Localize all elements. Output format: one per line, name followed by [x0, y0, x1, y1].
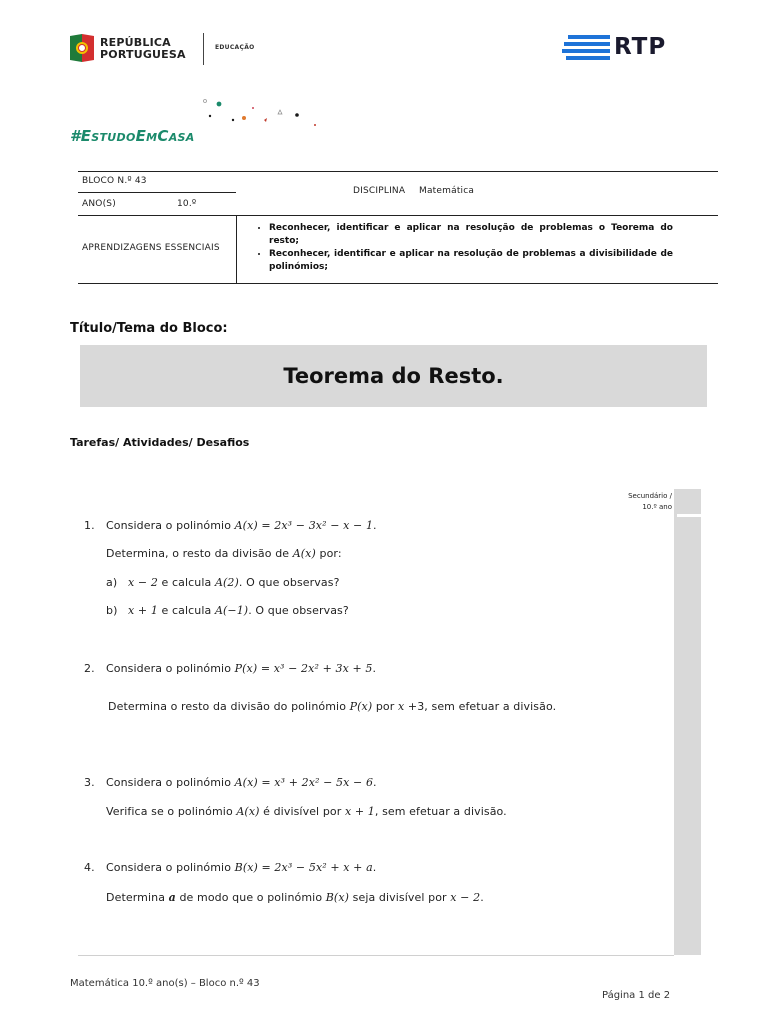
divisor: x − 2 [128, 576, 158, 589]
exercise-1a-label: a) [106, 576, 118, 589]
side-label-line1: Secundário / [628, 492, 672, 500]
exercise-text: Determina, o resto da divisão de [106, 547, 293, 560]
polynomial: A(x) = 2x³ − 3x² − x − 1 [234, 519, 374, 532]
exercise-text: , sem efetuar a divisão. [374, 805, 507, 818]
footer-page-number: Página 1 de 2 [602, 990, 671, 1001]
titulo-label: Título/Tema do Bloco: [70, 321, 228, 336]
exercise-text: Determina [106, 891, 169, 904]
anos-label: ANO(S) [82, 199, 116, 209]
exercise-3-statement [106, 776, 377, 789]
disciplina-value: Matemática [419, 186, 475, 196]
divisor: x − 2 [450, 891, 481, 904]
evaluation: A(2) [214, 576, 239, 589]
exercise-1b-text [128, 604, 349, 617]
exercise-2-statement [106, 662, 376, 675]
disciplina-label: DISCIPLINA [353, 186, 406, 196]
exercise-text: por: [315, 547, 342, 560]
table-top-border [78, 171, 718, 172]
title-box [80, 345, 707, 407]
exercise-1-number: 1. [84, 519, 95, 532]
exercise-4-number: 4. [84, 861, 95, 874]
parameter: a [168, 891, 176, 904]
anos-value: 10.º [177, 199, 197, 209]
republica-portuguesa-text [100, 37, 186, 61]
estudo-em-casa-hashtag: #EstudoEmCasa [70, 127, 195, 145]
exercise-1-statement [106, 519, 377, 532]
exercise-text: +3, sem efetuar a divisão. [404, 700, 557, 713]
exercise-text: Considera o polinómio [106, 776, 235, 789]
decorative-confetti [198, 96, 323, 130]
page-title: Teorema do Resto. [283, 364, 504, 388]
exercise-4-instruction [106, 891, 484, 904]
exercise-text: . [372, 861, 377, 874]
exercise-text: . [480, 891, 484, 904]
exercise-3-instruction [106, 805, 507, 818]
side-tab-label [608, 491, 672, 513]
aprendizagens-list [255, 222, 673, 274]
republica-portuguesa-logo [68, 32, 96, 64]
tarefas-label: Tarefas/ Atividades/ Desafios [70, 436, 250, 449]
exercise-1a-text [128, 576, 340, 589]
table-column-border [236, 216, 237, 283]
divisor: x [397, 700, 405, 713]
aprendizagem-item: • Reconhecer, identificar e aplicar na resolução de problemas a divisibilidade de polinómios; [269, 248, 673, 274]
polynomial: A(x) [292, 547, 316, 560]
exercise-text: Verifica se o polinómio [106, 805, 237, 818]
polynomial: P(x) [349, 700, 373, 713]
exercise-text: Considera o polinómio [106, 662, 235, 675]
exercise-2-instruction [108, 700, 556, 713]
exercise-text: e calcula [157, 604, 215, 617]
aprendizagem-item: • Reconhecer, identificar e aplicar na resolução de problemas o Teorema do resto; [269, 222, 673, 248]
polynomial: A(x) = x³ + 2x² − 5x − 6 [234, 776, 374, 789]
exercise-text: Determina o resto da divisão do polinómio [108, 700, 350, 713]
side-label-line2: 10.º ano [642, 503, 672, 511]
aprendizagens-label: APRENDIZAGENS ESSENCIAIS [82, 243, 220, 253]
exercise-text: seja divisível por [349, 891, 451, 904]
exercise-1b-label: b) [106, 604, 118, 617]
divisor: x + 1 [344, 805, 375, 818]
educacao-label: EDUCAÇÃO [215, 44, 255, 51]
exercise-text: . O que observas? [238, 576, 340, 589]
header-separator [203, 33, 204, 65]
exercise-4-statement [106, 861, 376, 874]
side-tab-gap [677, 514, 701, 517]
exercise-text: . [372, 662, 377, 675]
table-bottom-border [78, 283, 718, 284]
exercise-2-number: 2. [84, 662, 95, 675]
table-row-border [78, 215, 718, 216]
exercise-text: . [373, 776, 377, 789]
polynomial: B(x) [325, 891, 350, 904]
footer-document-info: Matemática 10.º ano(s) – Bloco n.º 43 [70, 978, 260, 989]
bottom-rule [78, 955, 674, 956]
polynomial: P(x) = x³ − 2x² + 3x + 5 [234, 662, 373, 675]
exercise-text: . [373, 519, 377, 532]
exercise-3-number: 3. [84, 776, 95, 789]
exercise-text: . O que observas? [248, 604, 349, 617]
exercise-text: Considera o polinómio [106, 519, 235, 532]
exercise-text: e calcula [157, 576, 215, 589]
evaluation: A(−1) [214, 604, 249, 617]
exercise-text: é divisível por [259, 805, 345, 818]
rtp-logo-text: RTP [614, 34, 667, 60]
exercise-text: por [372, 700, 398, 713]
republica-line2: PORTUGUESA [100, 48, 186, 61]
exercise-text: Considera o polinómio [106, 861, 235, 874]
polynomial: A(x) [236, 805, 260, 818]
polynomial: B(x) = 2x³ − 5x² + x + a [234, 861, 373, 874]
side-tab-bar [674, 489, 701, 955]
rtp-logo-bars [562, 35, 612, 61]
divisor: x + 1 [128, 604, 158, 617]
exercise-text: de modo que o polinómio [175, 891, 326, 904]
exercise-1-instruction [106, 547, 342, 560]
table-inner-border [78, 192, 236, 193]
bloco-cell: BLOCO N.º 43 [82, 176, 147, 186]
republica-line1: REPÚBLICA [100, 36, 171, 49]
